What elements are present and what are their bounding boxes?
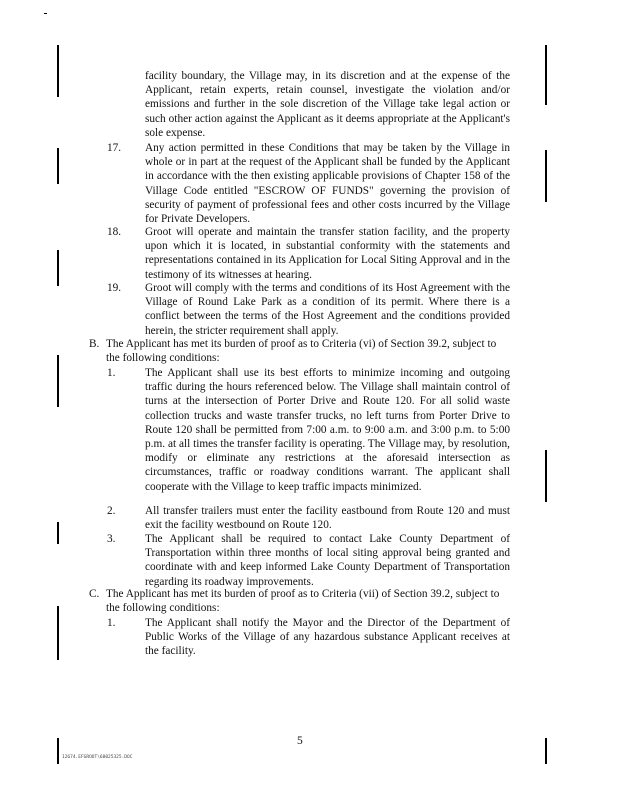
revision-bar-left-1 xyxy=(57,148,59,184)
b-item-1-text: The Applicant shall use its best efforts to minimize incoming and outgoing traffic during the hours referenced below. The Village shall maintain control of turns at the intersection of Porter Drive and Route 120. For all solid waste collection trucks and waste transfer trucks, no left turns from Porter Drive to Route 120 shall be permitted from 7:00 a.m. to 9:00 a.m. and 3:00 p.m. to 5:00 p.m. at all times the transfer facility is operating. The Village may, by resolution, modify or eliminate any restrictions at the aforesaid intersection as circumstances, traffic or roadway conditions warrant. The applicant shall cooperate with the Village to keep traffic impacts minimized. xyxy=(145,367,510,493)
b-item-2-text: All transfer trailers must enter the facility eastbound from Route 120 and must exit the facility westbound on Route 120. xyxy=(145,505,510,532)
revision-bar-right-bottom xyxy=(545,738,547,764)
item-18-text: Groot will operate and maintain the transfer station facility, and the property upon which it is located, in substantial conformity with the statements and representations contained in its Application for Local Siting Approval and in the testimony of its witnesses at hearing. xyxy=(145,226,510,281)
page-number: 5 xyxy=(297,735,303,747)
item-17-text: Any action permitted in these Conditions that may be taken by the Village in whole or in part at the request of the Applicant shall be funded by the Applicant in accordance with the then existing applicable provisions of Chapter 158 of the Village Code entitled "ESCROW OF FUNDS" governing the provision of security of payment of professional fees and other costs incurred by the Village for Private Developers. xyxy=(145,142,510,226)
revision-bar-left-5 xyxy=(57,606,59,660)
revision-bar-left-2 xyxy=(57,250,59,286)
item-19-number: 19. xyxy=(107,282,122,294)
section-c-heading-line2: the following conditions: xyxy=(106,602,220,614)
section-c-heading-line1: The Applicant has met its burden of proof as to Criteria (vii) of Section 39.2, subject to xyxy=(106,588,500,600)
item-19-text: Groot will comply with the terms and conditions of its Host Agreement with the Village of Round Lake Park as a condition of its permit. Where there is a conflict between the terms of the Host Agreement and the conditions provided herein, the stricter requirement shall apply. xyxy=(145,282,510,337)
c-item-1-number: 1. xyxy=(107,617,116,629)
revision-bar-left-4 xyxy=(57,522,59,544)
c-item-1-text: The Applicant shall notify the Mayor and the Director of the Department of Public Works of the Village of any hazardous substance Applicant receives at the facility. xyxy=(145,617,510,658)
b-item-3-number: 3. xyxy=(107,533,116,545)
revision-bar-right-2 xyxy=(545,450,547,502)
revision-bar-left-bottom xyxy=(57,738,59,764)
revision-bar-right-top xyxy=(545,45,547,105)
item-17-number: 17. xyxy=(107,142,122,154)
corner-mark xyxy=(44,13,47,14)
document-footer-code: 12674.EFGROOT\60025325.DOC xyxy=(62,755,133,760)
b-item-1-number: 1. xyxy=(107,367,116,379)
revision-bar-left-top xyxy=(57,45,59,97)
section-b-heading-line2: the following conditions: xyxy=(106,352,220,364)
revision-bar-right-1 xyxy=(545,150,547,202)
revision-bar-left-3 xyxy=(57,355,59,407)
section-c-letter: C. xyxy=(89,588,100,600)
section-b-letter: B. xyxy=(89,338,100,350)
section-b-heading-line1: The Applicant has met its burden of proof as to Criteria (vi) of Section 39.2, subject to xyxy=(106,338,497,350)
b-item-3-text: The Applicant shall be required to contact Lake County Department of Transportation within three months of local siting approval being granted and coordinate with and keep informed Lake County Department of Transportation regarding its roadway improvements. xyxy=(145,533,510,588)
b-item-2-number: 2. xyxy=(107,505,116,517)
item-18-number: 18. xyxy=(107,226,122,238)
intro-paragraph: facility boundary, the Village may, in its discretion and at the expense of the Applicant, retain experts, retain counsel, investigate the violation and/or emissions and further in the sole discretion of the Village take legal action or such other action against the Applicant as it deems appropriate at the Applicant's sole expense. xyxy=(145,70,510,139)
